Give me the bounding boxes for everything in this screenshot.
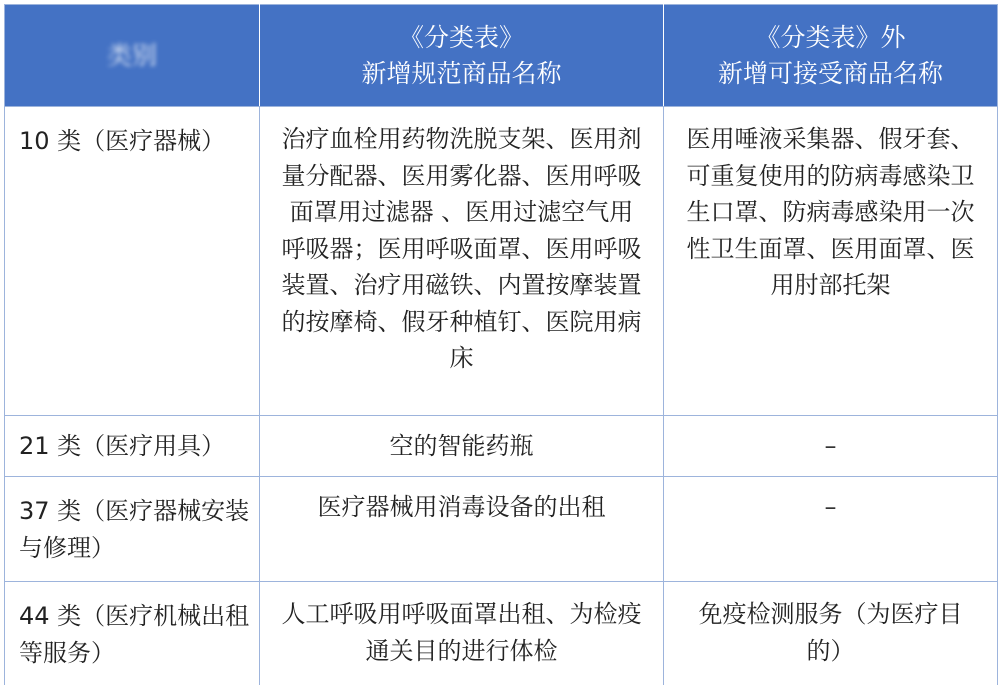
row-category-cell: 44 类（医疗机械出租等服务）	[5, 582, 260, 685]
header-category	[5, 5, 260, 107]
table-row	[5, 416, 998, 477]
header-standard-line1: 《分类表》	[398, 22, 524, 52]
row-standard-cell: 医疗器械用消毒设备的出租	[260, 477, 664, 582]
row-standard-cell: 空的智能药瓶	[260, 416, 664, 477]
row-acceptable-cell: 医用唾液采集器、假牙套、可重复使用的防病毒感染卫生口罩、防病毒感染用一次性卫生面罩、医用面罩、医用肘部托架	[664, 107, 998, 416]
row-acceptable-cell: –	[664, 416, 998, 477]
row-category-cell: 10 类（医疗器械）	[5, 107, 260, 416]
trademark-classification-table	[4, 4, 998, 685]
table-row	[5, 582, 998, 685]
header-acceptable-line1: 《分类表》外	[755, 22, 906, 52]
row-standard-cell: 人工呼吸用呼吸面罩出租、为检疫通关目的进行体检	[260, 582, 664, 685]
row-standard-cell: 治疗血栓用药物洗脱支架、医用剂量分配器、医用雾化器、医用呼吸面罩用过滤器 、医用过滤空气用呼吸器；医用呼吸面罩、医用呼吸装置、治疗用磁铁、内置按摩装置的按摩椅、假牙种植钉、医院用病床	[260, 107, 664, 416]
row-category-cell: 37 类（医疗器械安装与修理）	[5, 477, 260, 582]
header-standard-names	[260, 5, 664, 107]
header-category-label: 类别	[106, 40, 157, 70]
table-header-row	[5, 5, 998, 107]
table-row	[5, 107, 998, 416]
table-row	[5, 477, 998, 582]
row-acceptable-cell: –	[664, 477, 998, 582]
header-standard-line2: 新增规范商品名称	[361, 58, 562, 88]
row-acceptable-cell: 免疫检测服务（为医疗目的）	[664, 582, 998, 685]
header-acceptable-line2: 新增可接受商品名称	[717, 58, 943, 88]
row-category-cell: 21 类（医疗用具）	[5, 416, 260, 477]
header-acceptable-names	[664, 5, 998, 107]
